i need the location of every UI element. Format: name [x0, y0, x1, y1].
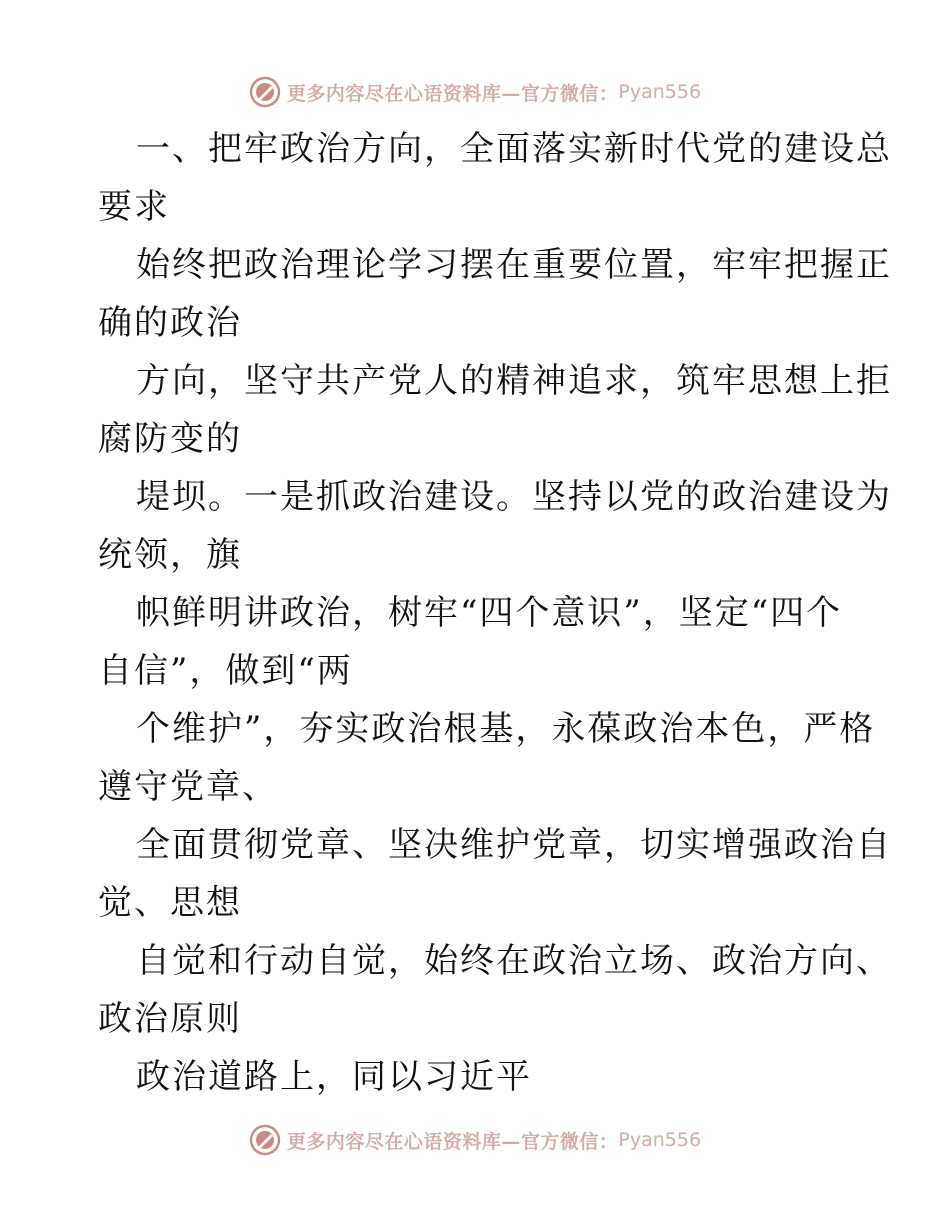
document-body: [98, 120, 892, 1106]
body-line: 腐防变的: [98, 419, 242, 459]
watermark-wechat-id: Pyan556: [618, 1129, 702, 1151]
body-line: 方向，坚守共产党人的精神追求，筑牢思想上拒: [136, 361, 892, 401]
body-line: 个维护”，夯实政治根基，永葆政治本色，严格: [136, 709, 876, 749]
body-line: 遵守党章、: [98, 767, 278, 807]
body-line: 一、把牢政治方向，全面落实新时代党的建设总: [136, 129, 892, 169]
body-line: 政治原则: [98, 999, 242, 1039]
body-line: 帜鲜明讲政治，树牢“四个意识”，坚定“四个: [136, 593, 843, 633]
watermark-text: 更多内容尽在心语资料库—官方微信：: [286, 1130, 619, 1153]
header-watermark: [0, 72, 950, 112]
body-line: 始终把政治理论学习摆在重要位置，牢牢把握正: [136, 245, 892, 285]
body-line: 觉、思想: [98, 883, 242, 923]
body-line: 全面贯彻党章、坚决维护党章，切实增强政治自: [136, 825, 892, 865]
footer-watermark: [0, 1120, 950, 1160]
body-line: 自信”，做到“两: [98, 651, 353, 691]
body-line: 统领，旗: [98, 535, 242, 575]
pen-logo-icon: [249, 1124, 281, 1156]
body-line: 自觉和行动自觉，始终在政治立场、政治方向、: [136, 941, 892, 981]
body-line: 要求: [98, 187, 170, 227]
body-line: 堤坝。一是抓政治建设。坚持以党的政治建设为: [136, 477, 892, 517]
pen-logo-icon: [249, 76, 281, 108]
body-line: 政治道路上，同以习近平: [136, 1057, 532, 1097]
body-line: 确的政治: [98, 303, 242, 343]
watermark-text: 更多内容尽在心语资料库—官方微信：: [286, 82, 619, 105]
watermark-wechat-id: Pyan556: [618, 81, 702, 103]
